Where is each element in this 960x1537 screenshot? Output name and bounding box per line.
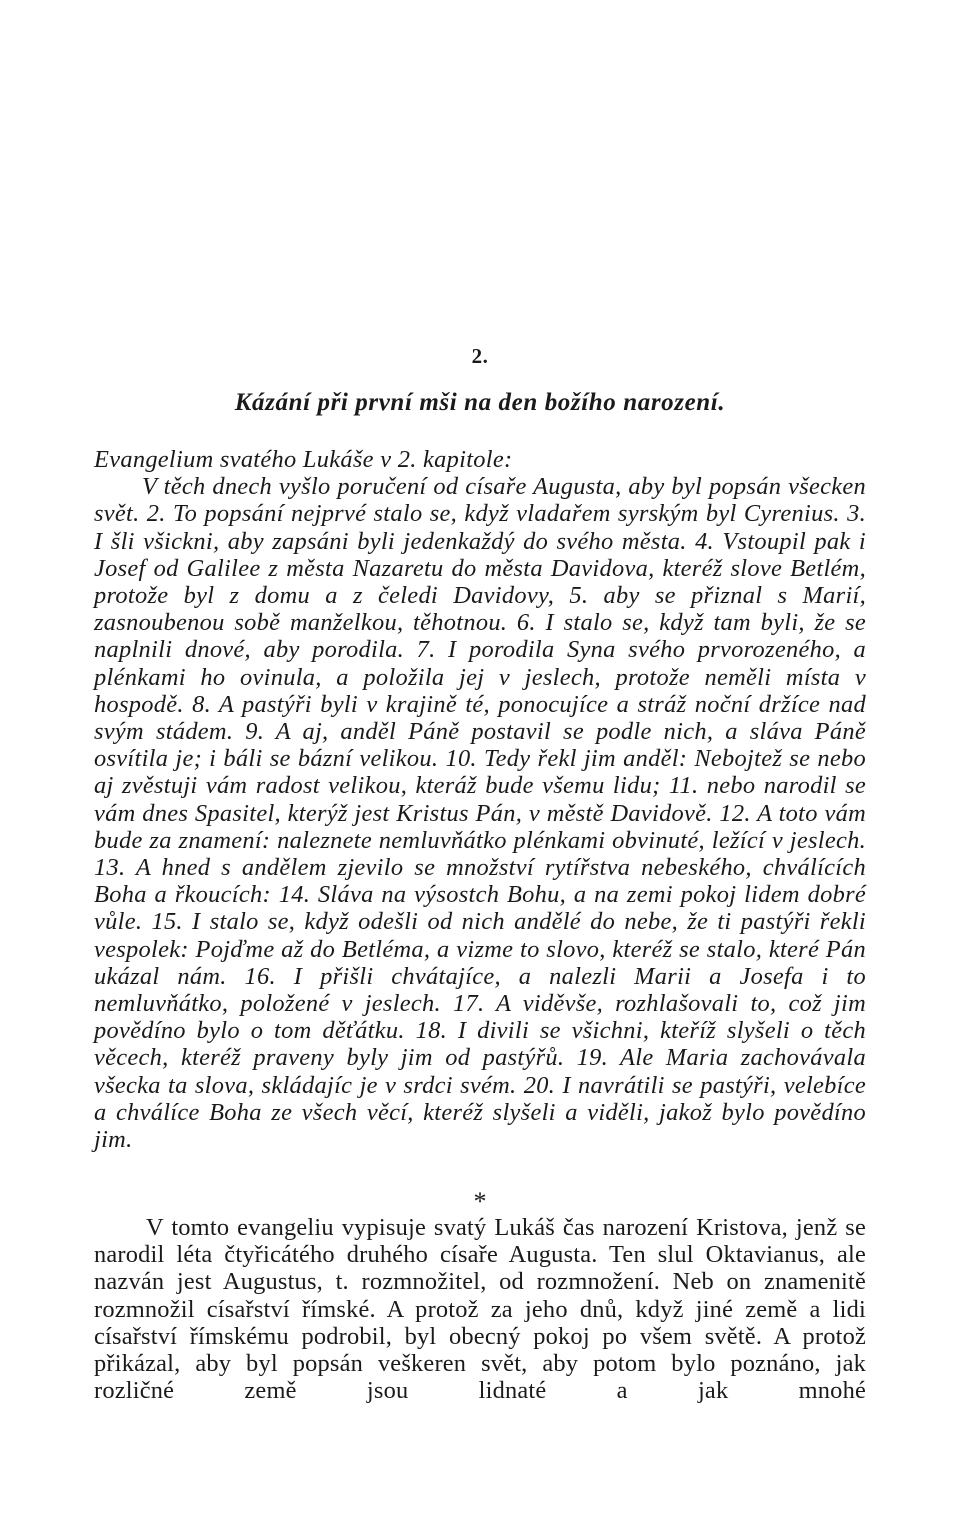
section-separator: *	[473, 1187, 487, 1216]
gospel-heading: Evangelium svatého Lukáše v 2. kapitole:	[94, 446, 513, 473]
gospel-block	[94, 446, 866, 1153]
commentary-block	[94, 1214, 866, 1404]
chapter-number: 2.	[471, 344, 489, 368]
gospel-text: V těch dnech vyšlo poručení od císaře Augusta, aby byl popsán všecken svět. 2. To popsání nejprvé stalo se, když vladařem syrským byl Cyrenius. 3. I šli všickni, aby zapsáni byli jedenkaždý do svého města. 4. Vstoupil pak i Josef od Galilee z města Nazaretu do města Davidova, kteréž slove Betlém, protože byl z domu a z čeledi Davidovy, 5. aby se přiznal s Marií, zasnoubenou sobě manželkou, těhotnou. 6. I stalo se, když tam byli, že se naplnili dnové, aby porodila. 7. I porodila Syna svého prvorozeného, a plénkami ho ovinula, a položila jej v jeslech, protože neměli místa v hospodě. 8. A pastýři byli v krajině té, ponocujíce a stráž noční držíce nad svým stádem. 9. A aj, anděl Páně postavil se podle nich, a sláva Páně osvítila je; i báli se bázní velikou. 10. Tedy řekl jim anděl: Nebojtež se nebo aj zvěstuji vám radost velikou, kteráž bude všemu lidu; 11. nebo narodil se vám dnes Spasitel, kterýž jest Kristus Pán, v městě Davidově. 12. A toto vám bude za znamení: naleznete nemluvňátko plénkami obvinuté, ležící v jeslech. 13. A hned s andělem zjevilo se množství rytířstva nebeského, chválících Boha a řkoucích: 14. Sláva na výsostch Bohu, a na zemi pokoj lidem dobré vůle. 15. I stalo se, když odešli od nich andělé do nebe, že ti pastýři řekli vespolek: Pojďme až do Betléma, a vizme to slovo, kteréž se stalo, které Pán ukázal nám. 16. I přišli chvátajíce, a nalezli Marii a Josefa i to nemluvňátko, položené v jeslech. 17. A viděvše, rozhlašovali to, což jim povědíno bylo o tom děťátku. 18. I divili se všichni, kteříž slyšeli o těch věcech, kteréž praveny byly jim od pastýřů. 19. Ale Maria zachovávala všecka ta slova, skládajíc je v srdci svém. 20. I navrátili se pastýři, velebíce a chválíce Boha ze všech věcí, kteréž slyšeli a viděli, jakož bylo povědíno jim.	[94, 473, 866, 1154]
sermon-title: Kázání při první mši na den božího narození.	[234, 389, 726, 416]
commentary-paragraph: V tomto evangeliu vypisuje svatý Lukáš čas narození Kristova, jenž se narodil léta čtyřicátého druhého císaře Augusta. Ten slul Oktavianus, ale nazván jest Augustus, t. rozmnožitel, od rozmnožení. Neb on znamenitě rozmnožil císařství římské. A protož za jeho dnů, když jiné země a lidi císařství římskému podrobil, byl obecný pokoj po všem světě. A protož přikázal, aby byl popsán veškeren svět, aby potom bylo poznáno, jak rozličné země jsou lidnaté a jak mnohé	[94, 1214, 866, 1405]
